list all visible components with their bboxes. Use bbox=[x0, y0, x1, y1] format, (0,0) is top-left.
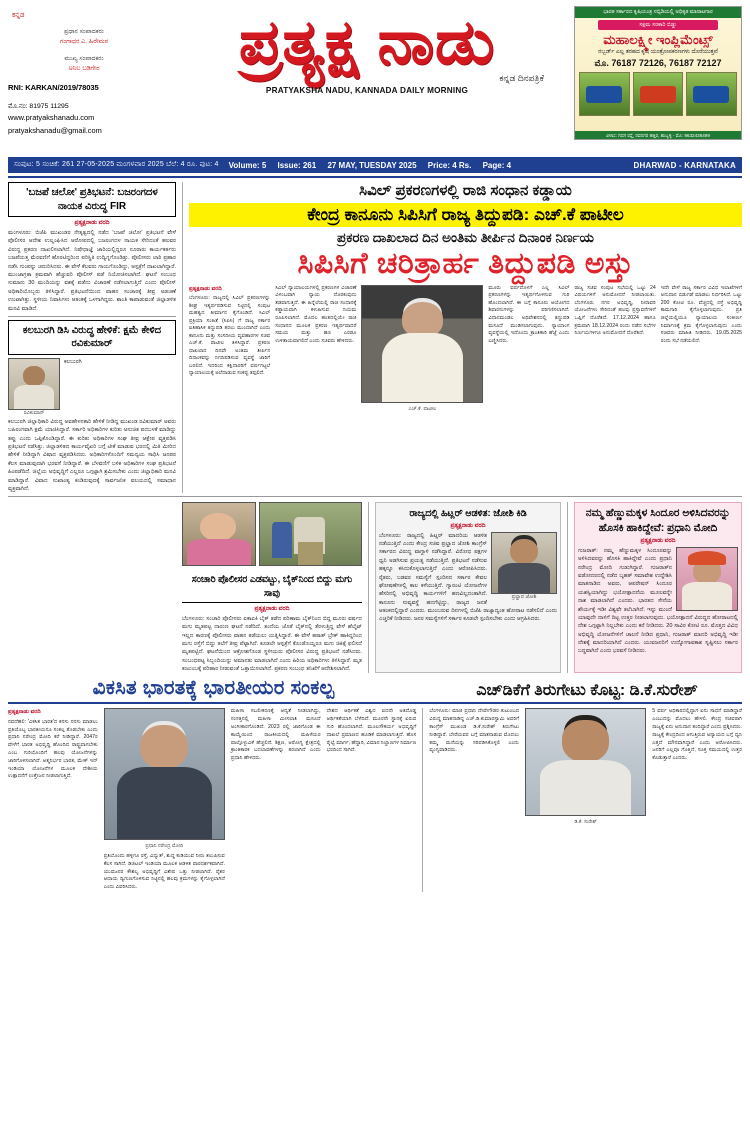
bottom-headline-viksit-bharat[interactable]: ವಿಕಸಿತ ಭಾರತಕ್ಕೆ ಭಾರತೀಯರ ಸಂಕಲ್ಪ bbox=[92, 677, 335, 700]
bottom-col-6-text: 5 ವರ್ಷ ಅಧಿಕಾರದಲ್ಲಿದ್ದಾಗ ಏನು ಸಾಧನೆ ಮಾಡಿದ್ದಾರೆ ಎಂಬುದನ್ನು ಮೊದಲು ಹೇಳಲಿ. ಕೇಂದ್ರ ಸಚಿವರಾಗಿ ರಾಜ್ಯಕ್ಕೆ ಏನು ಅನುದಾನ ತಂದಿದ್ದಾರೆ ಎಂದು ಪ್ರಶ್ನಿಸಿದರು. ರಾಜ್ಯಕ್ಕೆ ಕೇಂದ್ರದಿಂದ ಆಗುತ್ತಿರುವ ಅನ್ಯಾಯದ ಬಗ್ಗೆ ಧ್ವನಿ ಎತ್ತದೆ ಮೌನವಾಗಿದ್ದಾರೆ ಎಂದು ಆರೋಪಿಸಿದರು. ಜನರಿಗೆ ಎಲ್ಲವೂ ಗೊತ್ತಿದೆ, ಸೂಕ್ತ ಸಮಯದಲ್ಲಿ ಉತ್ತರ ಕೊಡುತ್ತಾರೆ ಎಂದರು. bbox=[652, 708, 742, 762]
bottom-col-2-text: ಪ್ರತಿಯೊಂದು ಹಳ್ಳಿಗೂ ರಸ್ತೆ, ವಿದ್ಯುತ್, ಶುದ್ಧ ಕುಡಿಯುವ ನೀರು ತಲುಪಿಸುವ ಕೆಲಸ ಸಾಗಿದೆ. ಡಿಜಿಟಲ್ ಇಂಡಿಯಾ ಮೂಲಕ ಆಡಳಿತ ಪಾರದರ್ಶಕವಾಗಿದೆ. ಯುವಜನರ ಕೌಶಲ್ಯ ಅಭಿವೃದ್ಧಿಗೆ ವಿಶೇಷ ಒತ್ತು ನೀಡಲಾಗಿದೆ. ರೈತರ ಆದಾಯ ದ್ವಿಗುಣಗೊಳಿಸುವ ನಿಟ್ಟಿನಲ್ಲಿ ಹಲವು ಕ್ರಮಗಳನ್ನು ಕೈಗೊಳ್ಳಲಾಗಿದೆ ಎಂದು ವಿವರಿಸಿದರು. bbox=[103, 852, 225, 891]
date-label: 27 MAY, TUESDAY 2025 bbox=[327, 160, 417, 170]
story-bajpe-protest[interactable] bbox=[8, 182, 176, 217]
lead-col-5-text: ಇದೇ ವೇಳೆ ರಾಜ್ಯ ಸರ್ಕಾರ ವಿವಿಧ ಇಲಾಖೆಗಳಿಗೆ ಅನುದಾನ ಬಿಡುಗಡೆ ಮಾಡಲು ನಿರ್ಧರಿಸಿದೆ. ಒಟ್ಟು 200 ಕೋಟಿ ರೂ. ವೆಚ್ಚದಲ್ಲಿ ರಸ್ತೆ ಅಭಿವೃದ್ಧಿ ಕಾಮಗಾರಿ ಕೈಗೊಳ್ಳಲಾಗುವುದು. ಪ್ರತಿ ಜಿಲ್ಲೆಯಲ್ಲಿಯೂ ನ್ಯಾಯಾಲಯ ಸಂಕೀರ್ಣ ನಿರ್ಮಾಣಕ್ಕೆ ಕ್ರಮ ಕೈಗೊಳ್ಳಲಾಗುವುದು ಎಂದು ಸಚಿವರು ಮಾಹಿತಿ ನೀಡಿದರು. 19.05.2025 ರಂದು ಸಭೆ ನಡೆಯಲಿದೆ. bbox=[660, 284, 743, 344]
ad-brand-name: ಮಹಾಲಕ್ಷ್ಮೀ ಇಂಪ್ಲಿಮೆಂಟ್ಸ್ bbox=[603, 32, 713, 47]
lead-col-4 bbox=[575, 285, 656, 415]
rni-number: RNI: KARKAN/2019/78035 bbox=[8, 82, 99, 92]
lead-highlight-deck: ಕೇಂದ್ರ ಕಾನೂನು ಸಿಪಿಸಿಗೆ ರಾಜ್ಯ ತಿದ್ದುಪಡಿ: ಎಚ್.ಕೆ ಪಾಟೀಲ bbox=[189, 203, 742, 227]
ad-phone-numbers: ಮೊ. 76187 72126, 76187 72127 bbox=[594, 58, 722, 68]
ad-strip-pink: ಸಕ್ಷಮ ಸರಕಾರಿ ಬಿಡ್ಡು bbox=[598, 20, 718, 30]
story-joshi-body: ಬೆಂಗಳೂರು: ರಾಜ್ಯದಲ್ಲಿ ಹಿಟ್ಲರ್ ಮಾದರಿಯ ಆಡಳಿತ ನಡೆಯುತ್ತಿದೆ ಎಂದು ಕೇಂದ್ರ ಸಚಿವ ಪ್ರಲ್ಹಾದ ಜೋಶಿ ಕಾಂಗ್ರೆಸ್ ಸರ್ಕಾರದ ವಿರುದ್ಧ ವಾಗ್ದಾಳಿ ನಡೆಸಿದ್ದಾರೆ. ವಿರೋಧ ಪಕ್ಷಗಳ ಧ್ವನಿ ಅಡಗಿಸುವ ಪ್ರಯತ್ನ ನಡೆಯುತ್ತಿದೆ. ಪ್ರತಿಭಟನೆ ನಡೆಸುವ ಹಕ್ಕನ್ನೂ ಕಸಿದುಕೊಳ್ಳಲಾಗುತ್ತಿದೆ ಎಂದು ಆರೋಪಿಸಿದರು. ರೈತರು, ಬಡವರ ಸಮಸ್ಯೆಗೆ ಸ್ಪಂದಿಸದ ಸರ್ಕಾರ ಕೇವಲ ಘೋಷಣೆಗಳಲ್ಲಿ ಕಾಲ ಕಳೆಯುತ್ತಿದೆ. ಗ್ಯಾರಂಟಿ ಯೋಜನೆಗಳ ಹೆಸರಿನಲ್ಲಿ ಅಭಿವೃದ್ಧಿ ಕಾರ್ಯಗಳಿಗೆ ಹಣವಿಲ್ಲದಂತಾಗಿದೆ. ಕಾನೂನು ಸುವ್ಯವಸ್ಥೆ ಹದಗೆಟ್ಟಿದ್ದು, ರಾಜ್ಯದ ಜನತೆ ಆತಂಕದಲ್ಲಿದ್ದಾರೆ ಎಂದರು. ಮುಂಬರುವ ದಿನಗಳಲ್ಲಿ ಬಿಜೆಪಿ ರಾಜ್ಯಾದ್ಯಂತ ಹೋರಾಟ ನಡೆಸಲಿದೆ ಎಂದು ಎಚ್ಚರಿಕೆ ನೀಡಿದರು. ಜನರ ಸಮಸ್ಯೆಗಳಿಗೆ ಸರ್ಕಾರ ಕೂಡಲೇ ಸ್ಪಂದಿಸಬೇಕು ಎಂದು ಆಗ್ರಹಿಸಿದರು. bbox=[379, 532, 557, 623]
column-separator-2 bbox=[368, 502, 369, 673]
top-section bbox=[8, 182, 742, 493]
lead-col-2 bbox=[275, 285, 356, 415]
story-child-body: ಬೆಂಗಳೂರು: ಸಂಚಾರಿ ಪೊಲೀಸರು ಏಕಾಏಕಿ ಬೈಕ್ ತಡೆದ ಪರಿಣಾಮ ಬೈಕ್‌ನಿಂದ ಬಿದ್ದ ಮೂರು ವರ್ಷದ ಮಗು ಮೃತಪಟ್ಟ ದಾರುಣ ಘಟನೆ ನಡೆದಿದೆ. ತಂದೆಯ ಜೊತೆ ಬೈಕ್‌ನಲ್ಲಿ ತೆರಳುತ್ತಿದ್ದ ವೇಳೆ ಹೆಲ್ಮೆಟ್ ಇಲ್ಲದ ಕಾರಣಕ್ಕೆ ಪೊಲೀಸರು ವಾಹನ ತಡೆಯಲು ಯತ್ನಿಸಿದ್ದಾರೆ. ಈ ವೇಳೆ ಹಠಾತ್ ಬ್ರೇಕ್ ಹಾಕಿದ್ದರಿಂದ ಮಗು ರಸ್ತೆಗೆ ಬಿದ್ದು ತಲೆಗೆ ತೀವ್ರ ಪೆಟ್ಟಾಗಿದೆ. ಕೂಡಲೇ ಆಸ್ಪತ್ರೆಗೆ ಕೊಂಡೊಯ್ದರೂ ಮಗು ಚಿಕಿತ್ಸೆ ಫಲಿಸದೆ ಮೃತಪಟ್ಟಿದೆ. ಘಟನೆಯಿಂದ ಆಕ್ರೋಶಗೊಂಡ ಸ್ಥಳೀಯರು ಪೊಲೀಸರ ವಿರುದ್ಧ ಪ್ರತಿಭಟನೆ ನಡೆಸಿದರು. ಸಂಬಂಧಪಟ್ಟ ಸಿಬ್ಬಂದಿಯನ್ನು ಅಮಾನತು ಮಾಡಲಾಗಿದೆ ಎಂದು ಹಿರಿಯ ಅಧಿಕಾರಿಗಳು ತಿಳಿಸಿದ್ದಾರೆ. ಮೃತ ಕುಟುಂಬಕ್ಕೆ ಪರಿಹಾರ ನೀಡುವಂತೆ ಒತ್ತಾಯಿಸಲಾಗಿದೆ. ಪ್ರಕರಣ ಸಂಬಂಧ ತನಿಖೆಗೆ ಆದೇಶಿಸಲಾಗಿದೆ. bbox=[182, 615, 362, 673]
header-divider bbox=[8, 176, 742, 178]
masthead-title-block bbox=[160, 6, 574, 95]
story-child-headline-box[interactable] bbox=[182, 569, 362, 602]
lead-byline: ಪ್ರತ್ಯಕ್ಷನಾಡು ವರದಿ bbox=[189, 285, 222, 292]
lead-col-1-text: ಬೆಂಗಳೂರು: ರಾಜ್ಯದಲ್ಲಿ ಸಿವಿಲ್ ಪ್ರಕರಣಗಳನ್ನು ಶೀಘ್ರ ಇತ್ಯರ್ಥಪಡಿಸುವ ನಿಟ್ಟಿನಲ್ಲಿ ಸಂಪುಟ ಮಹತ್ವದ ತೀರ್ಮಾನ ಕೈಗೊಂಡಿದೆ. ಸಿವಿಲ್ ಪ್ರಕ್ರಿಯಾ ಸಂಹಿತೆ (ಸಿಪಿಸಿ) ಗೆ ರಾಜ್ಯ ಸರ್ಕಾರ ಐತಿಹಾಸಿಕ ತಿದ್ದುಪಡಿ ತರಲು ಮುಂದಾಗಿದೆ ಎಂದು ಕಾನೂನು ಮತ್ತು ಸಂಸದೀಯ ವ್ಯವಹಾರಗಳ ಸಚಿವ ಎಚ್.ಕೆ. ಪಾಟೀಲ ತಿಳಿಸಿದ್ದಾರೆ. ಪ್ರಕರಣ ದಾಖಲಾದ ದಿನವೇ ಅಂತಿಮ ತೀರ್ಪಿನ ದಿನಾಂಕವನ್ನು ನಿಗದಿಪಡಿಸುವ ವ್ಯವಸ್ಥೆ ಜಾರಿಗೆ ಬರಲಿದೆ. ಇದರಿಂದ ಕಕ್ಷಿದಾರರಿಗೆ ವರ್ಷಗಟ್ಟಲೆ ನ್ಯಾಯಾಲಯಕ್ಕೆ ಅಲೆದಾಡುವ ಸಂಕಷ್ಟ ತಪ್ಪಲಿದೆ. bbox=[189, 295, 271, 377]
ad-product-plough-image bbox=[579, 72, 630, 116]
story-bajpe-headline: 'ಬಜಪೆ ಚಲೋ' ಪ್ರತಿಭಟನೆ: ಬಜರಂಗದಳ ನಾಯಕ ವಿರುದ್ಧ FIR bbox=[26, 187, 158, 212]
bottom-col-3-text: ಮಹಿಳಾ ಸಬಲೀಕರಣಕ್ಕೆ ಆದ್ಯತೆ ನೀಡಲಾಗಿದ್ದು, ಸಂಸತ್ತಿನಲ್ಲಿ ಮಹಿಳಾ ಮೀಸಲಾತಿ ಮಸೂದೆ ಅಂಗೀಕಾರಗೊಂಡಿದೆ. 2023 ರಲ್ಲಿ ಜಾರಿಗೊಂಡ ಈ ಕಾಯ್ದೆಯಿಂದ ರಾಜಕೀಯದಲ್ಲಿ ಮಹಿಳೆಯರ ಪಾಲ್ಗೊಳ್ಳುವಿಕೆ ಹೆಚ್ಚಲಿದೆ. ಶಿಕ್ಷಣ, ಆರೋಗ್ಯ ಕ್ಷೇತ್ರದಲ್ಲಿ ಕ್ರಾಂತಿಕಾರಕ ಬದಲಾವಣೆಗಳನ್ನು ತರಲಾಗಿದೆ ಎಂದು ಪ್ರಧಾನಿ ಹೇಳಿದರು. bbox=[230, 708, 321, 762]
masthead-left-info bbox=[8, 6, 160, 138]
lead-col-4-text: ರಾಜ್ಯ ಸಚಿವ ಸಂಪುಟ ಸಭೆಯಲ್ಲಿ ಒಟ್ಟು 24 ವಿಷಯಗಳಿಗೆ ಅನುಮೋದನೆ ನೀಡಲಾಯಿತು. ಬೆಂಗಳೂರು ನಗರ ಅಭಿವೃದ್ಧಿ, ನೀರಾವರಿ ಯೋಜನೆಗಳು ಸೇರಿದಂತೆ ಹಲವು ಪ್ರಸ್ತಾವನೆಗಳಿಗೆ ಒಪ್ಪಿಗೆ ದೊರೆತಿದೆ. 17.12.2024 ಹಾಗೂ ಕ್ರಮವಾಗಿ 18.12.2024 ರಂದು ನಡೆದ ಸಭೆಗಳ ನಿರ್ಣಯಗಳಿಗೂ ಅನುಮೋದನೆ ದೊರೆತಿದೆ. bbox=[574, 284, 656, 337]
bottom-col-4 bbox=[327, 708, 417, 891]
story-kalaburagi-dc[interactable] bbox=[8, 320, 176, 355]
bottom-photo-modi bbox=[104, 708, 225, 840]
masthead bbox=[8, 6, 742, 154]
story-modi-body: ಗುಜರಾತ್: ನಮ್ಮ ಹೆಣ್ಣುಮಕ್ಕಳ ಸಿಂದೂರವನ್ನು ಅಳಿಸಿದವರನ್ನು ಹೊಸಕಿ ಹಾಕಿದ್ದೇವೆ ಎಂದು ಪ್ರಧಾನಿ ನರೇಂದ್ರ ಮೋದಿ ಗುಡುಗಿದ್ದಾರೆ. ಗುಜರಾತ್‌ನ ವಡೋದರದಲ್ಲಿ ನಡೆದ ಬೃಹತ್ ಸಮಾವೇಶ ಉದ್ದೇಶಿಸಿ ಮಾತನಾಡಿದ ಅವರು, ಆಪರೇಷನ್ ಸಿಂದೂರ ಯಶಸ್ವಿಯಾಗಿದ್ದು ಭಯೋತ್ಪಾದನೆಯ ಮೂಲವನ್ನೇ ನಾಶ ಮಾಡಲಾಗಿದೆ ಎಂದರು. ಭಾರತದ ಸೇನೆಯ ಶೌರ್ಯಕ್ಕೆ ಇಡೀ ವಿಶ್ವವೇ ತಲೆಬಾಗಿದೆ. ಇನ್ನು ಮುಂದೆ ಯಾವುದೇ ದಾಳಿಗೆ ದಿಟ್ಟ ಉತ್ತರ ನೀಡಲಾಗುವುದು. ಭಯೋತ್ಪಾದನೆ ವಿರುದ್ಧದ ಹೋರಾಟದಲ್ಲಿ ದೇಶ ಒಗ್ಗಟ್ಟಾಗಿ ನಿಲ್ಲಬೇಕು ಎಂದು ಕರೆ ನೀಡಿದರು. 20 ಸಾವಿರ ಕೋಟಿ ರೂ. ಮೊತ್ತದ ವಿವಿಧ ಅಭಿವೃದ್ಧಿ ಯೋಜನೆಗಳಿಗೆ ಚಾಲನೆ ನೀಡಿದ ಪ್ರಧಾನಿ, ಗುಜರಾತ್ ಮಾದರಿ ಅಭಿವೃದ್ಧಿ ಇಡೀ ದೇಶಕ್ಕೆ ಮಾದರಿಯಾಗಿದೆ ಎಂದರು. ಯುವಜನರಿಗೆ ಉದ್ಯೋಗಾವಕಾಶ ಸೃಷ್ಟಿಸಲು ಸರ್ಕಾರ ಬದ್ಧವಾಗಿದೆ ಎಂದು ಭರವಸೆ ನೀಡಿದರು. bbox=[578, 547, 738, 655]
bottom-col-5-text: ಬೆಂಗಳೂರು: ಮಾಜಿ ಪ್ರಧಾನಿ ದೇವೇಗೌಡರ ಕುಟುಂಬದ ವಿರುದ್ಧ ಮಾತನಾಡಿದ್ದ ಎಚ್.ಡಿ.ಕುಮಾರಸ್ವಾಮಿ ಅವರಿಗೆ ಕಾಂಗ್ರೆಸ್ ಮುಖಂಡ ಡಿ.ಕೆ.ಸುರೇಶ್ ತಿರುಗೇಟು ನೀಡಿದ್ದಾರೆ. ಬೇರೆಯವರ ಬಗ್ಗೆ ಮಾತನಾಡುವ ಮೊದಲು ತಮ್ಮ ಮನೆಯನ್ನು ಸರಿಪಡಿಸಿಕೊಳ್ಳಲಿ ಎಂದು ವ್ಯಂಗ್ಯವಾಡಿದರು. bbox=[429, 708, 520, 754]
newspaper-logo: ಪ್ರತ್ಯಕ್ಷ ನಾಡು bbox=[238, 8, 496, 77]
bottom-columns bbox=[8, 708, 742, 891]
bottom-photo-column bbox=[104, 708, 225, 891]
issue-label: Issue: 261 bbox=[277, 160, 317, 170]
lead-col-5 bbox=[661, 285, 742, 415]
story-joshi-headline: ರಾಜ್ಯದಲ್ಲಿ ಹಿಟ್ಲರ್ ಆಡಳಿತ: ಜೋಶಿ ಕಿಡಿ bbox=[409, 507, 527, 519]
bottom-photo-modi-caption: ಪ್ರಧಾನಿ ನರೇಂದ್ರ ಮೋದಿ bbox=[145, 843, 184, 850]
story-child-byline: ಪ್ರತ್ಯಕ್ಷನಾಡು ವರದಿ bbox=[254, 605, 290, 612]
masthead-subtitle-english: PRATYAKSHA NADU, KANNADA DAILY MORNING bbox=[265, 86, 469, 96]
story-modi-headline: ನಮ್ಮ ಹೆಣ್ಣುಮಕ್ಕಳ ಸಿಂದೂರ ಅಳಿಸಿದವರನ್ನು ಹೊಸಕಿ ಹಾಕಿದ್ದೇವೆ: ಪ್ರಧಾನಿ ಮೋದಿ bbox=[585, 507, 731, 534]
lead-story-columns bbox=[189, 285, 742, 415]
story-kalaburagi-body: ಕಲಬುರಗಿ ಜಿಲ್ಲಾಧಿಕಾರಿ ವಿರುದ್ಧ ಅವಹೇಳನಕಾರಿ ಹೇಳಿಕೆ ನೀಡಿದ್ದ ಮುಖಂಡ ರವಿಕುಮಾರ್ ಅವರು ಬಹಿರಂಗವಾಗಿ ಕ್ಷಮೆ ಯಾಚಿಸಿದ್ದಾರೆ. ಸರ್ಕಾರಿ ಅಧಿಕಾರಿಗಳ ಕುರಿತು ಅನುಚಿತ ಪದಬಳಕೆ ಮಾಡಿದ್ದು ತಪ್ಪು ಎಂದು ಒಪ್ಪಿಕೊಂಡಿದ್ದಾರೆ. ಈ ಕುರಿತು ಅಧಿಕಾರಿಗಳ ಸಂಘ ತೀವ್ರ ಆಕ್ಷೇಪ ವ್ಯಕ್ತಪಡಿಸಿ ಪ್ರತಿಭಟನೆ ನಡೆಸಿತ್ತು. ಜಿಲ್ಲಾಡಳಿತದ ಕಾರ್ಯವೈಖರಿ ಬಗ್ಗೆ ಟೀಕೆ ಮಾಡುವ ಭರದಲ್ಲಿ ಮಿತಿ ಮೀರಿದ ಹೇಳಿಕೆ ನೀಡಿದ್ದಾಗಿ ವಿಷಾದ ವ್ಯಕ್ತಪಡಿಸಿದರು. ಅಧಿಕಾರಿಗಳೊಂದಿಗೆ ಸಮನ್ವಯ ಸಾಧಿಸಿ ಜನಪರ ಕೆಲಸ ಮಾಡುವುದಾಗಿ ಭರವಸೆ ನೀಡಿದ್ದಾರೆ. ಈ ಬೆಳವಣಿಗೆ ಬಳಿಕ ಅಧಿಕಾರಿಗಳ ಸಂಘ ಪ್ರತಿಭಟನೆ ಹಿಂಪಡೆದಿದೆ. ಜಿಲ್ಲೆಯ ಅಭಿವೃದ್ಧಿಗೆ ಎಲ್ಲರೂ ಒಗ್ಗಟ್ಟಾಗಿ ಶ್ರಮಿಸಬೇಕು ಎಂದು ಜಿಲ್ಲಾಧಿಕಾರಿ ಮನವಿ ಮಾಡಿದ್ದಾರೆ. ವಿವಾದ ಸುಖಾಂತ್ಯ ಕಂಡಿರುವುದಕ್ಕೆ ಸಾರ್ವಜನಿಕ ವಲಯದಲ್ಲಿ ಸಮಾಧಾನ ವ್ಯಕ್ತವಾಗಿದೆ. bbox=[8, 418, 176, 493]
story-modi-byline: ಪ್ರತ್ಯಕ್ಷನಾಡು ವರದಿ bbox=[640, 537, 676, 544]
lead-col-3-text: ಮೂರು ವರ್ಷದೊಳಗೆ ಎಲ್ಲ ಸಿವಿಲ್ ಪ್ರಕರಣಗಳನ್ನು ಇತ್ಯರ್ಥಗೊಳಿಸುವ ಗುರಿ ಹೊಂದಲಾಗಿದೆ. ಈ ಬಗ್ಗೆ ಕಾನೂನು ಆಯೋಗದ ಶಿಫಾರಸುಗಳನ್ನು ಪರಿಗಣಿಸಲಾಗಿದೆ. ವಿಧಾನಮಂಡಲ ಅಧಿವೇಶನದಲ್ಲಿ ತಿದ್ದುಪಡಿ ಮಸೂದೆ ಮಂಡಿಸಲಾಗುವುದು. ನ್ಯಾಯಾಂಗ ವ್ಯವಸ್ಥೆಯಲ್ಲಿ ಇದೊಂದು ಕ್ರಾಂತಿಕಾರಿ ಹೆಜ್ಜೆ ಎಂದು ಬಣ್ಣಿಸಿದರು. bbox=[488, 284, 570, 344]
mid-divider bbox=[8, 496, 742, 497]
masthead-advertisement[interactable] bbox=[574, 6, 742, 140]
bottom-col-1-text: ನವದೆಹಲಿ: 'ವಿಕಸಿತ ಭಾರತ'ದ ಕನಸು ನನಸು ಮಾಡಲು ಪ್ರತಿಯೊಬ್ಬ ಭಾರತೀಯನೂ ಸಂಕಲ್ಪ ತೊಡಬೇಕು ಎಂದು ಪ್ರಧಾನಿ ನರೇಂದ್ರ ಮೋದಿ ಕರೆ ನೀಡಿದ್ದಾರೆ. 2047ರ ವೇಳೆಗೆ ಭಾರತ ಅಭಿವೃದ್ಧಿ ಹೊಂದಿದ ರಾಷ್ಟ್ರವಾಗಬೇಕು ಎಂಬ ಗುರಿಯೊಂದಿಗೆ ಹಲವು ಯೋಜನೆಗಳನ್ನು ಜಾರಿಗೊಳಿಸಲಾಗಿದೆ. ಆತ್ಮನಿರ್ಭರ ಭಾರತ, ಮೇಕ್ ಇನ್ ಇಂಡಿಯಾ ಯೋಜನೆಗಳ ಮೂಲಕ ದೇಶೀಯ ಉತ್ಪಾದನೆಗೆ ಉತ್ತೇಜನ ನೀಡಲಾಗುತ್ತಿದೆ. bbox=[8, 718, 98, 780]
price-label: Price: 4 Rs. bbox=[427, 160, 472, 170]
bottom-section bbox=[8, 677, 742, 891]
lead-story bbox=[189, 182, 742, 493]
bottom-byline: ಪ್ರತ್ಯಕ್ಷನಾಡು ವರದಿ bbox=[8, 709, 41, 716]
contact-block bbox=[8, 101, 160, 139]
lead-main-headline: ಸಿಪಿಸಿಗೆ ಚರಿತ್ರಾರ್ಹ ತಿದ್ದುಪಡಿ ಅಸ್ತು bbox=[297, 247, 634, 281]
lead-photo-caption: ಎಚ್.ಕೆ. ಪಾಟೀಲ bbox=[408, 405, 437, 412]
bottom-headlines bbox=[8, 677, 742, 704]
lead-photo-column bbox=[361, 285, 483, 415]
editor-credit-2 bbox=[8, 55, 160, 73]
bottom-dks-photo-column bbox=[525, 708, 646, 891]
language-tag: ಕನ್ನಡ bbox=[12, 12, 25, 19]
ad-tagline: ರಬ್ಬರ್ಡ್ ಎಲ್ಲ ತರಹದ ಕೃಷಿ ಯಂತ್ರೋಪಕರಣಗಳು ದೊರೆಯುತ್ತವೆ bbox=[598, 49, 718, 55]
story-joshi-caption: ಪ್ರಲ್ಹಾದ ಜೋಶಿ bbox=[511, 593, 537, 600]
ad-product-trailer-image bbox=[686, 72, 737, 116]
editor-label-2: ಮುಖ್ಯ ಸಂಪಾದಕರು bbox=[64, 55, 104, 63]
lead-deck-2: ಪ್ರಕರಣ ದಾಖಲಾದ ದಿನ ಅಂತಿಮ ತೀರ್ಪಿನ ದಿನಾಂಕ ನಿರ್ಣಯ bbox=[337, 229, 594, 245]
lead-col-1 bbox=[189, 285, 270, 415]
story-joshi bbox=[375, 502, 561, 673]
bottom-col-5 bbox=[429, 708, 519, 891]
story-modi-sindoor bbox=[574, 502, 742, 673]
volume-label: Volume: 5 bbox=[228, 160, 267, 170]
lead-col-2-text: ಸಿವಿಲ್ ನ್ಯಾಯಾಲಯಗಳಲ್ಲಿ ಪ್ರಕರಣಗಳ ವಿಚಾರಣೆ ವಿಳಂಬವಾಗಿ ನ್ಯಾಯ ದೊರಕುವುದು ತಡವಾಗುತ್ತಿದೆ. ಈ ಹಿನ್ನೆಲೆಯಲ್ಲಿ ರಾಜಿ ಸಂಧಾನಕ್ಕೆ ಕಡ್ಡಾಯವಾಗಿ ಕಳುಹಿಸುವ ನಿಯಮ ರೂಪಿಸಲಾಗಿದೆ. ಮೊದಲ ಹಂತದಲ್ಲಿಯೇ ರಾಜಿ ಸಂಧಾನದ ಮೂಲಕ ಪ್ರಕರಣ ಇತ್ಯರ್ಥವಾದರೆ ಸಮಯ ಮತ್ತು ಹಣ ಎರಡೂ ಉಳಿತಾಯವಾಗಲಿದೆ ಎಂದು ಸಚಿವರು ಹೇಳಿದರು. bbox=[275, 284, 357, 344]
editor-credit-1 bbox=[8, 28, 160, 46]
story-child-headline: ಸಂಚಾರಿ ಪೊಲೀಸರ ಎಡವಟ್ಟು, ಬೈಕ್‌ನಿಂದ ಬಿದ್ದು ಮಗು ಸಾವು bbox=[191, 573, 353, 598]
masthead-subtitle-kannada: ಕನ್ನಡ ದಿನಪತ್ರಿಕೆ bbox=[499, 73, 544, 84]
bottom-photo-dk-suresh bbox=[525, 708, 646, 816]
bottom-col-4-text: ದೇಶದ ಆರ್ಥಿಕತೆ ವಿಶ್ವದ ಐದನೇ ಅತಿದೊಡ್ಡ ಆರ್ಥಿಕತೆಯಾಗಿ ಬೆಳೆದಿದೆ. ಮೂರನೇ ಸ್ಥಾನಕ್ಕೆ ಏರುವ ಗುರಿ ಹೊಂದಲಾಗಿದೆ. ಮೂಲಸೌಕರ್ಯ ಅಭಿವೃದ್ಧಿಗೆ ದಾಖಲೆ ಪ್ರಮಾಣದ ಹೂಡಿಕೆ ಮಾಡಲಾಗುತ್ತಿದೆ. ಹೊಸ ರೈಲ್ವೆ ಮಾರ್ಗ, ಹೆದ್ದಾರಿ, ವಿಮಾನ ನಿಲ್ದಾಣಗಳ ನಿರ್ಮಾಣ ಭರದಿಂದ ಸಾಗಿದೆ. bbox=[326, 708, 417, 754]
story-modi-photo bbox=[676, 547, 738, 611]
lead-col-3 bbox=[488, 285, 569, 415]
story-child-scene-photo bbox=[259, 502, 362, 566]
column-separator-1 bbox=[182, 182, 183, 493]
story-joshi-byline: ಪ್ರತ್ಯಕ್ಷನಾಡು ವರದಿ bbox=[450, 522, 486, 529]
story-joshi-photo bbox=[491, 532, 557, 594]
left-column bbox=[8, 182, 176, 493]
editor-label-1: ಪ್ರಧಾನ ಸಂಪಾದಕರು bbox=[64, 28, 104, 35]
second-section bbox=[8, 502, 742, 673]
issue-info-bar bbox=[8, 157, 742, 173]
issue-info-english bbox=[229, 161, 520, 170]
story-bajpe-body: ಮಂಗಳೂರು: ಬಿಜೆಪಿ ಮುಖಂಡರ ನೇತೃತ್ವದಲ್ಲಿ ನಡೆದ 'ಬಜಪೆ ಚಲೋ' ಪ್ರತಿಭಟನೆ ವೇಳೆ ಪೊಲೀಸರ ಆದೇಶ ಉಲ್ಲಂಘಿಸಿದ ಆರೋಪದಲ್ಲಿ ಬಜರಂಗದಳ ನಾಯಕ ಸೇರಿದಂತೆ ಹಲವರ ವಿರುದ್ಧ ಪ್ರಕರಣ ದಾಖಲಿಸಲಾಗಿದೆ. ನಿಷೇಧಾಜ್ಞೆ ಜಾರಿಯಲ್ಲಿದ್ದರೂ ನೂರಾರು ಕಾರ್ಯಕರ್ತರು ಬಜಪೆಯತ್ತ ಮೆರವಣಿಗೆ ಹೊರಟಿದ್ದರಿಂದ ಪರಿಸ್ಥಿತಿ ಉದ್ವಿಗ್ನಗೊಂಡಿತ್ತು. ಪೊಲೀಸರು ಲಾಠಿ ಪ್ರಹಾರ ನಡೆಸಿ ಗುಂಪನ್ನು ಚದುರಿಸಿದರು. ಈ ವೇಳೆ ಕೆಲವರು ಗಾಯಗೊಂಡಿದ್ದು, ಆಸ್ಪತ್ರೆಗೆ ದಾಖಲಾಗಿದ್ದಾರೆ. ಮುಂಜಾಗ್ರತಾ ಕ್ರಮವಾಗಿ ಹೆಚ್ಚುವರಿ ಪೊಲೀಸ್ ಪಡೆ ನಿಯೋಜಿಸಲಾಗಿದೆ. ಘಟನೆ ಸಂಬಂಧ ಸುಮಾರು 30 ಮಂದಿಯನ್ನು ವಶಕ್ಕೆ ಪಡೆದು ವಿಚಾರಣೆ ನಡೆಸಲಾಗುತ್ತಿದೆ ಎಂದು ಪೊಲೀಸ್ ಅಧಿಕಾರಿಯೊಬ್ಬರು ತಿಳಿಸಿದ್ದಾರೆ. ಪ್ರತಿಭಟನೆಯಿಂದ ವಾಹನ ಸಂಚಾರಕ್ಕೆ ತೀವ್ರ ಅಡಚಣೆ ಉಂಟಾಗಿತ್ತು. ಸ್ಥಳೀಯ ನಿವಾಸಿಗಳು ಆತಂಕಕ್ಕೆ ಒಳಗಾಗಿದ್ದರು. ಶಾಂತಿ ಕಾಪಾಡುವಂತೆ ಜಿಲ್ಲಾಡಳಿತ ಮನವಿ ಮಾಡಿದೆ. bbox=[8, 230, 176, 312]
contact-website[interactable]: www.pratyakshanadu.com bbox=[8, 113, 95, 123]
ad-product-rotavator-image bbox=[633, 72, 684, 116]
bottom-col-1 bbox=[8, 708, 98, 891]
lead-deck-1: ಸಿವಿಲ್ ಪ್ರಕರಣಗಳಲ್ಲಿ ರಾಜಿ ಸಂಧಾನ ಕಡ್ಡಾಯ bbox=[359, 182, 572, 199]
editor-name-1: ಗಂಗಾಧರ ಎ. ಹಿರೇಮಠ bbox=[59, 37, 109, 45]
story-kalaburagi-caption: ರವಿಕುಮಾರ್ bbox=[23, 409, 45, 416]
page-label: Page: 4 bbox=[482, 160, 512, 170]
ad-address: ವಿಳಾಸ: ಗದಗ ರಸ್ತೆ, ನವನಗರ ಹತ್ತಿರ, ಹುಬ್ಬಳ್ಳಿ - ಮೊ: 9632436499 bbox=[575, 131, 741, 139]
editor-name-2: ಅನಿಲ ಬಡಿಗೇರ bbox=[68, 65, 100, 73]
bottom-section-separator bbox=[422, 708, 423, 891]
lead-photo-hk-patil bbox=[361, 285, 483, 403]
story-bajpe-byline: ಪ್ರತ್ಯಕ್ಷನಾಡು ವರದಿ bbox=[74, 220, 110, 226]
ad-product-images bbox=[575, 72, 741, 116]
bottom-headline-dk-suresh[interactable]: ಎಚ್‌ಡಿಕೆಗೆ ತಿರುಗೇಟು ಕೊಟ್ಟ: ಡಿ.ಕೆ.ಸುರೇಶ್ bbox=[476, 682, 698, 700]
column-separator-3 bbox=[567, 502, 568, 673]
story-child-photo bbox=[182, 502, 256, 566]
issue-info-kannada: ಸಂಪುಟ: 5 ಸಂಚಿಕೆ: 261 27-05-2025 ಮಂಗಳವಾರ 2025 ಬೆಲೆ: 4 ರೂ. ಪುಟ: 4 bbox=[14, 161, 219, 168]
ad-strip-top: ಭಾರತ ಸರ್ಕಾರದ ಕೃಷಿಯಂತ್ರ ಸಬ್ಸಿಡಿಯಲ್ಲಿ ಅಧಿಕೃತ ಮಾರಾಟಗಾರ bbox=[575, 7, 741, 18]
edition-location: DHARWAD - KARNATAKA bbox=[633, 160, 736, 170]
left-column-divider bbox=[8, 316, 176, 317]
bottom-photo-dks-caption: ಡಿ.ಕೆ. ಸುರೇಶ್ bbox=[574, 819, 597, 826]
bottom-col-6 bbox=[652, 708, 742, 891]
story-kalaburagi-lead: ಕಲಬುರಗಿ bbox=[64, 358, 82, 365]
story-kalaburagi-headline: ಕಲಬುರಗಿ ಡಿಸಿ ವಿರುದ್ಧ ಹೇಳಿಕೆ: ಕ್ಷಮೆ ಕೇಳಿದ ರವಿಕುಮಾರ್ bbox=[22, 324, 162, 350]
story-child-death bbox=[182, 502, 362, 673]
story-kalaburagi-photo bbox=[8, 358, 60, 410]
contact-email[interactable]: pratyakshanadu@gmail.com bbox=[8, 126, 102, 136]
bottom-col-3 bbox=[231, 708, 321, 891]
contact-phone: ಮೊ.ನಂ: 81975 11295 bbox=[8, 102, 69, 110]
